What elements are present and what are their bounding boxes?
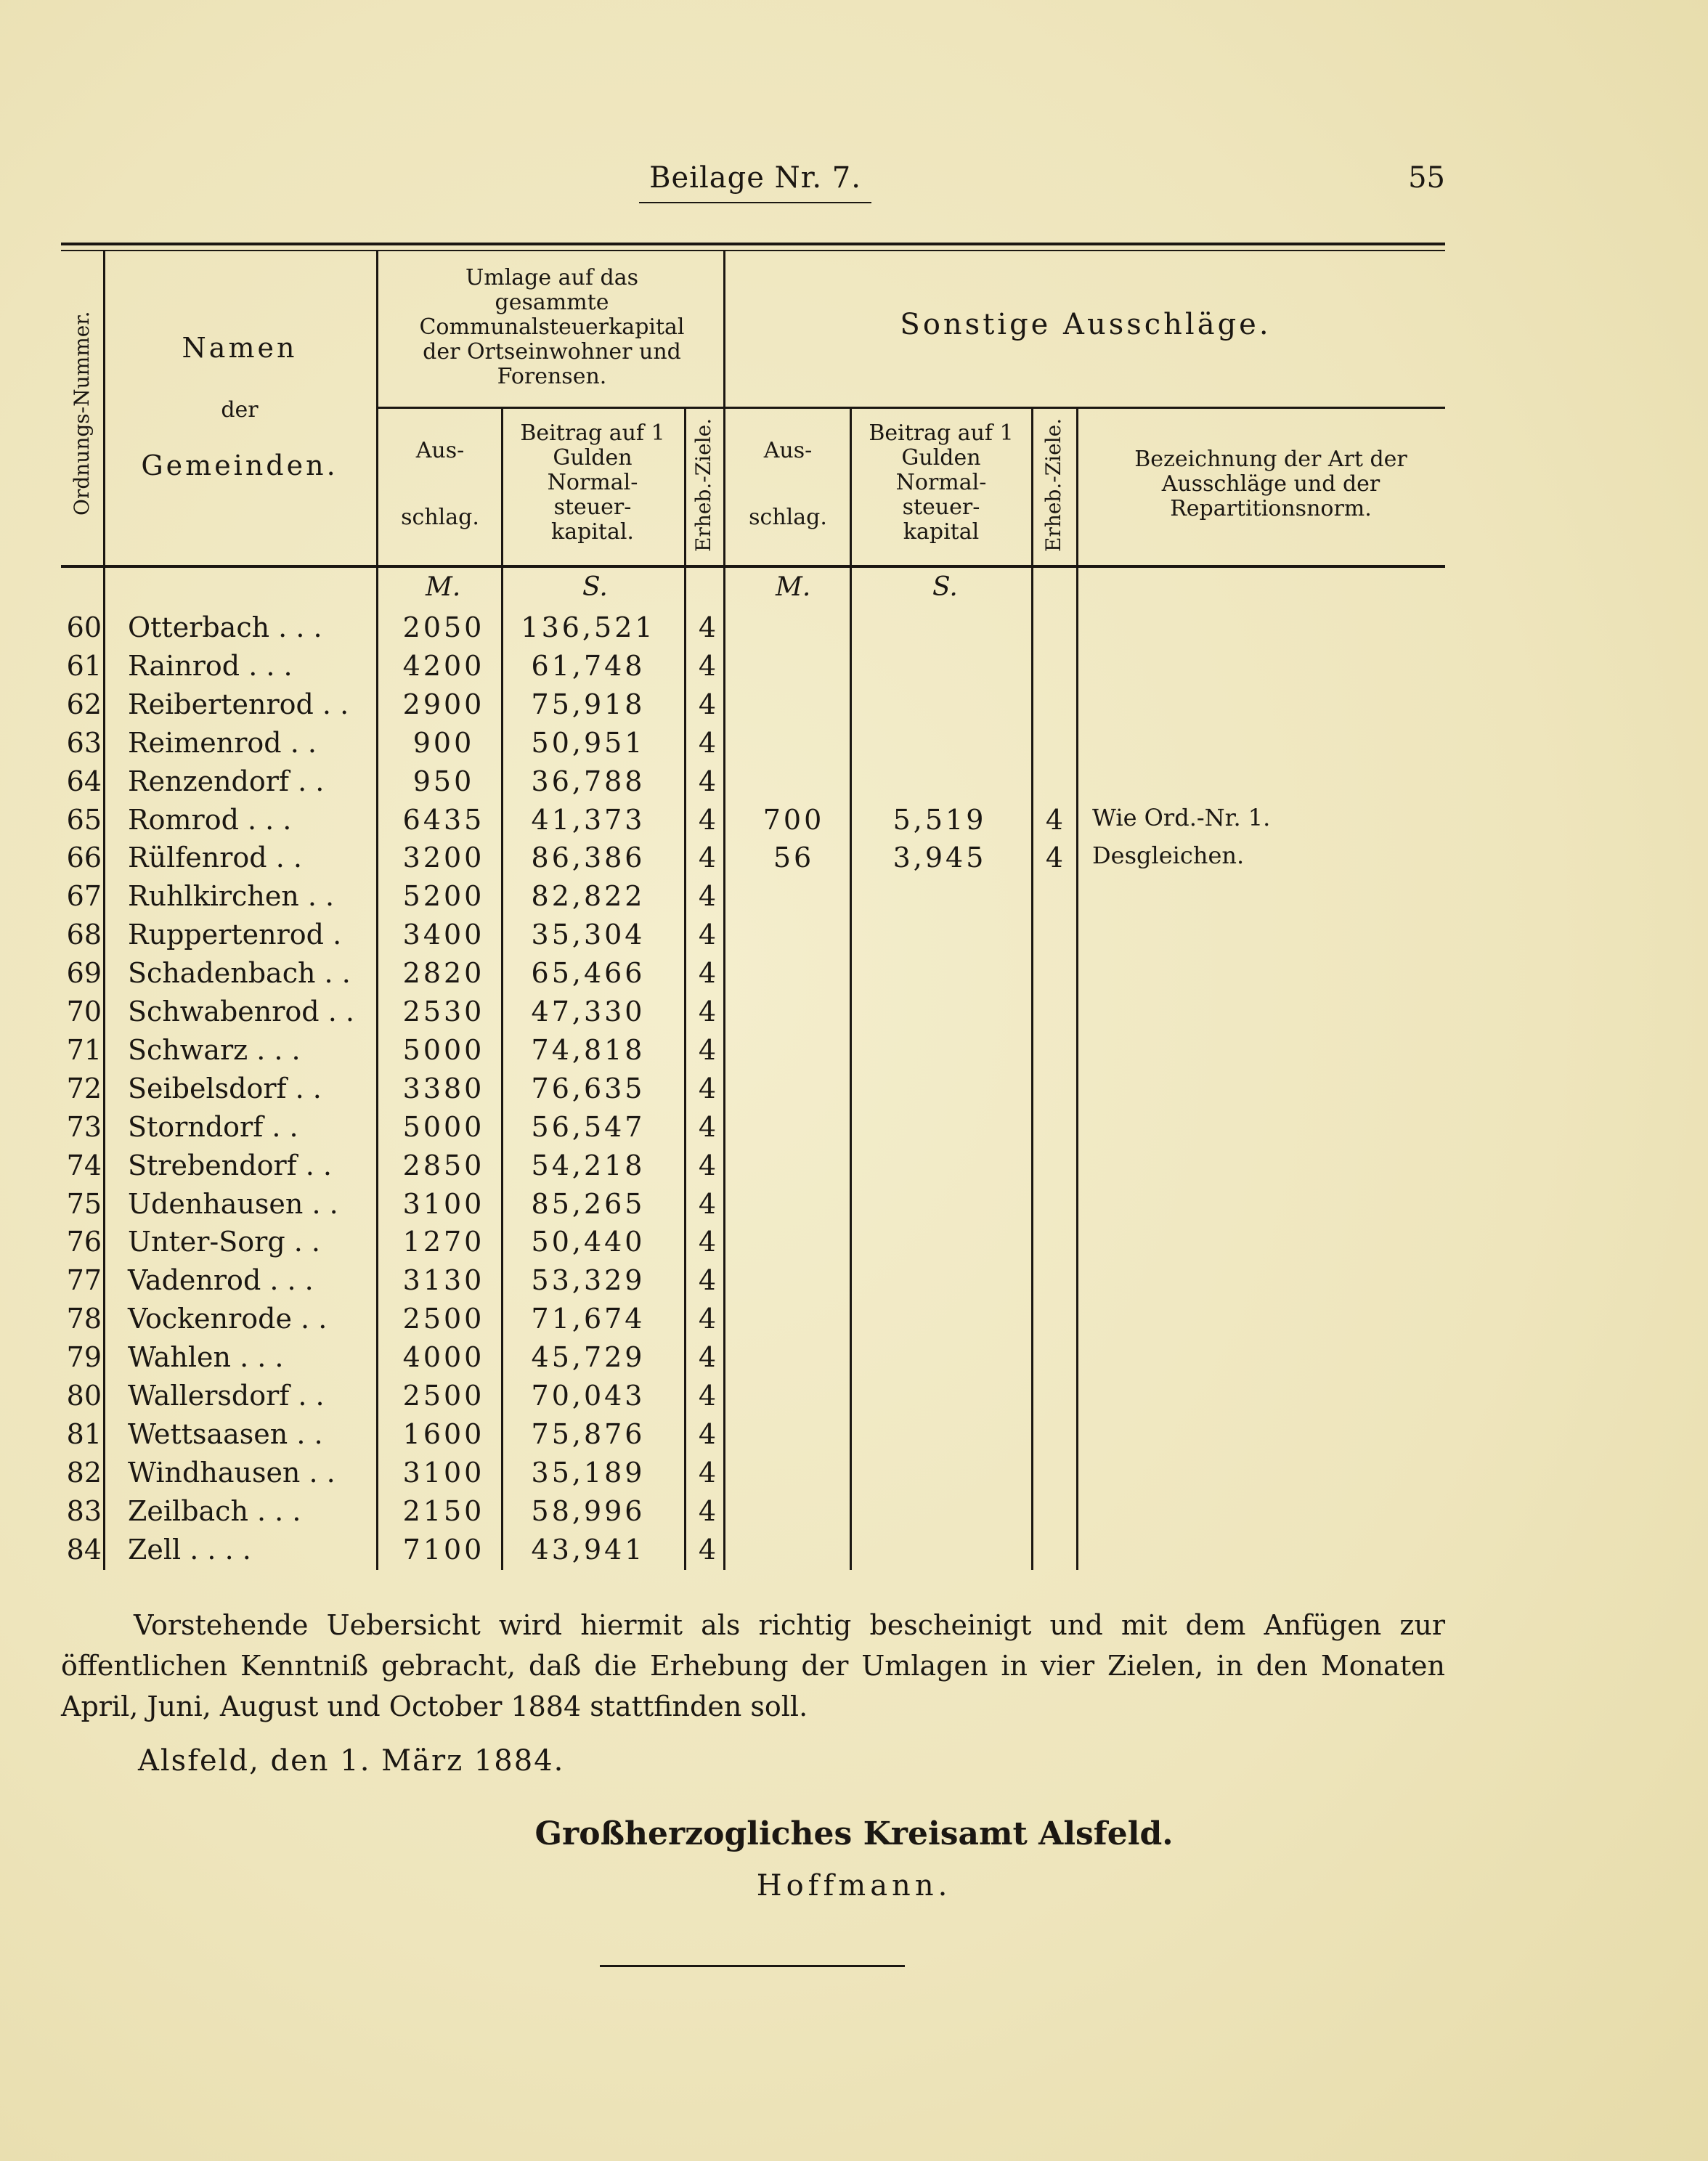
table-row xyxy=(0,1107,1708,1145)
row-number: 77 xyxy=(66,1264,102,1297)
row-number: 78 xyxy=(66,1303,102,1335)
row-number: 62 xyxy=(66,688,102,720)
collection-terms: 4 xyxy=(698,803,717,836)
collection-terms: 4 xyxy=(698,1033,717,1066)
levy-amount: 2900 xyxy=(402,688,485,720)
table-row xyxy=(0,876,1708,914)
table-row xyxy=(0,1184,1708,1222)
levy-amount: 4200 xyxy=(402,649,485,682)
levy-amount: 3400 xyxy=(402,919,485,951)
municipality-name: Wahlen . . . xyxy=(128,1341,284,1374)
municipality-name: Rainrod . . . xyxy=(128,649,293,682)
collection-terms: 4 xyxy=(698,1380,717,1412)
row-number: 69 xyxy=(66,957,102,990)
contribution-per-gulden: 65,466 xyxy=(531,957,646,990)
municipality-name: Ruppertenrod . xyxy=(128,919,342,951)
row-number: 79 xyxy=(66,1341,102,1374)
collection-terms: 4 xyxy=(698,611,717,643)
divider-aus2 xyxy=(850,408,852,566)
header-names-line1: Namen xyxy=(182,332,298,364)
collection-terms: 4 xyxy=(698,765,717,797)
contribution-per-gulden: 75,918 xyxy=(531,688,646,720)
contribution-per-gulden: 50,440 xyxy=(531,1226,646,1258)
levy-amount: 3200 xyxy=(402,842,485,874)
municipality-name: Schwarz . . . xyxy=(128,1033,301,1066)
levy-amount: 2530 xyxy=(402,996,485,1027)
other-levy-amount: 700 xyxy=(762,803,825,836)
levy-amount: 7100 xyxy=(402,1533,485,1566)
municipality-name: Vockenrode . . xyxy=(128,1303,328,1335)
municipality-name: Ruhlkirchen . . xyxy=(128,880,335,913)
levy-amount: 900 xyxy=(412,726,475,759)
row-number: 75 xyxy=(66,1187,102,1220)
collection-terms: 4 xyxy=(698,1072,717,1104)
issuing-authority: Großherzogliches Kreisamt Alsfeld. xyxy=(534,1815,1174,1852)
contribution-per-gulden: 61,748 xyxy=(531,649,646,682)
collection-terms: 4 xyxy=(698,649,717,682)
contribution-per-gulden: 82,822 xyxy=(531,880,646,913)
levy-amount: 2820 xyxy=(402,957,485,990)
levy-amount: 2500 xyxy=(402,1303,485,1335)
row-number: 64 xyxy=(66,765,102,797)
contribution-per-gulden: 70,043 xyxy=(531,1380,646,1412)
levy-amount: 1270 xyxy=(402,1226,485,1258)
header-ziele: Erheb.-Ziele. xyxy=(691,418,715,552)
header-aus2-line1: Aus- xyxy=(763,438,813,463)
contribution-per-gulden: 50,951 xyxy=(531,726,646,759)
table-row xyxy=(0,607,1708,646)
unit-mark: M. xyxy=(426,572,461,602)
row-number: 65 xyxy=(66,803,102,836)
levy-amount: 3100 xyxy=(402,1187,485,1220)
header-beitrag: Beitrag auf 1 Gulden Normal-steuer-kapital. xyxy=(520,420,665,545)
contribution-per-gulden: 53,329 xyxy=(531,1264,646,1297)
levy-amount: 1600 xyxy=(402,1417,485,1450)
contribution-per-gulden: 86,386 xyxy=(531,842,646,874)
levy-amount: 3130 xyxy=(402,1264,485,1297)
collection-terms: 4 xyxy=(698,1417,717,1450)
municipality-name: Zeilbach . . . xyxy=(128,1494,301,1527)
header-sonstige-group: Sonstige Ausschläge. xyxy=(900,308,1272,341)
contribution-per-gulden: 71,674 xyxy=(531,1303,646,1335)
table-row xyxy=(0,837,1708,876)
collection-terms: 4 xyxy=(698,688,717,720)
divider-umlage xyxy=(723,251,725,566)
collection-terms: 4 xyxy=(698,1264,717,1297)
collection-terms: 4 xyxy=(698,1456,717,1489)
row-number: 70 xyxy=(66,996,102,1027)
divider-ziele2 xyxy=(1076,408,1078,566)
collection-terms: 4 xyxy=(698,1494,717,1527)
header-bezeichnung: Bezeichnung der Art der Ausschläge und der Repartitionsnorm. xyxy=(1134,447,1407,521)
municipality-name: Zell . . . . xyxy=(128,1533,251,1566)
table-row xyxy=(0,1030,1708,1068)
collection-terms: 4 xyxy=(698,996,717,1027)
levy-amount: 4000 xyxy=(402,1341,485,1374)
collection-terms: 4 xyxy=(698,1226,717,1258)
other-contribution-per-gulden: 5,519 xyxy=(892,803,987,836)
header-sub-rule xyxy=(378,407,1445,409)
contribution-per-gulden: 85,265 xyxy=(531,1187,646,1220)
table-row xyxy=(0,1145,1708,1184)
divider-beitrag xyxy=(684,408,686,566)
header-names-line3: Gemeinden. xyxy=(141,449,338,481)
divider-nr xyxy=(103,251,105,566)
divider-aus xyxy=(501,408,503,566)
header-bottom-rule xyxy=(61,565,1445,568)
row-number: 82 xyxy=(66,1456,102,1489)
contribution-per-gulden: 136,521 xyxy=(521,611,656,643)
row-number: 66 xyxy=(66,842,102,874)
table-row xyxy=(0,799,1708,838)
other-collection-terms: 4 xyxy=(1045,803,1064,836)
table-top-rule-thin xyxy=(61,250,1445,251)
page-title: Beilage Nr. 7. xyxy=(639,161,871,203)
row-number: 76 xyxy=(66,1226,102,1258)
collection-terms: 4 xyxy=(698,726,717,759)
contribution-per-gulden: 35,304 xyxy=(531,919,646,951)
collection-terms: 4 xyxy=(698,880,717,913)
collection-terms: 4 xyxy=(698,1149,717,1181)
municipality-name: Udenhausen . . xyxy=(128,1187,338,1220)
levy-amount: 3100 xyxy=(402,1456,485,1489)
divider-beitrag2 xyxy=(1031,408,1033,566)
header-aus-line1: Aus- xyxy=(415,438,465,463)
levy-amount: 950 xyxy=(412,765,475,797)
collection-terms: 4 xyxy=(698,1341,717,1374)
place-date: Alsfeld, den 1. März 1884. xyxy=(138,1744,565,1778)
closing-rule xyxy=(600,1965,905,1967)
collection-terms: 4 xyxy=(698,919,717,951)
table-row xyxy=(0,646,1708,684)
contribution-per-gulden: 74,818 xyxy=(531,1033,646,1066)
table-row xyxy=(0,1452,1708,1491)
contribution-per-gulden: 41,373 xyxy=(531,803,646,836)
table-row xyxy=(0,684,1708,723)
levy-amount: 5000 xyxy=(402,1110,485,1143)
row-number: 61 xyxy=(66,649,102,682)
table-row xyxy=(0,761,1708,799)
municipality-name: Rülfenrod . . xyxy=(128,842,302,874)
levy-amount: 5200 xyxy=(402,880,485,913)
table-row xyxy=(0,1221,1708,1260)
unit-pfennig: S. xyxy=(582,572,608,602)
contribution-per-gulden: 56,547 xyxy=(531,1110,646,1143)
municipality-name: Seibelsdorf . . xyxy=(128,1072,322,1104)
levy-amount: 6435 xyxy=(402,803,485,836)
contribution-per-gulden: 45,729 xyxy=(531,1341,646,1374)
collection-terms: 4 xyxy=(698,1303,717,1335)
municipality-name: Unter-Sorg . . xyxy=(128,1226,320,1258)
levy-amount: 5000 xyxy=(402,1033,485,1066)
levy-amount: 2850 xyxy=(402,1149,485,1181)
levy-description: Desgleichen. xyxy=(1092,842,1245,870)
contribution-per-gulden: 75,876 xyxy=(531,1417,646,1450)
row-number: 80 xyxy=(66,1380,102,1412)
row-number: 71 xyxy=(66,1033,102,1066)
header-ziele2: Erheb.-Ziele. xyxy=(1041,418,1065,552)
row-number: 73 xyxy=(66,1110,102,1143)
other-levy-amount: 56 xyxy=(773,842,815,874)
levy-amount: 3380 xyxy=(402,1072,485,1104)
collection-terms: 4 xyxy=(698,1110,717,1143)
municipality-name: Renzendorf . . xyxy=(128,765,325,797)
header-nr: Ordnungs-Nummer. xyxy=(70,311,94,516)
contribution-per-gulden: 43,941 xyxy=(531,1533,646,1566)
table-row xyxy=(0,1298,1708,1337)
table-row xyxy=(0,953,1708,991)
table-row xyxy=(0,1375,1708,1414)
header-aus-line2: schlag. xyxy=(401,505,479,530)
table-top-rule xyxy=(61,243,1445,245)
municipality-name: Reibertenrod . . xyxy=(128,688,349,720)
municipality-name: Schadenbach . . xyxy=(128,957,351,990)
table-row xyxy=(0,1337,1708,1375)
row-number: 83 xyxy=(66,1494,102,1527)
collection-terms: 4 xyxy=(698,842,717,874)
municipality-name: Romrod . . . xyxy=(128,803,292,836)
levy-amount: 2150 xyxy=(402,1494,485,1527)
table-row xyxy=(0,1491,1708,1529)
page-number: 55 xyxy=(1408,161,1445,195)
municipality-name: Strebendorf . . xyxy=(128,1149,332,1181)
row-number: 81 xyxy=(66,1417,102,1450)
municipality-name: Storndorf . . xyxy=(128,1110,298,1143)
header-umlage-group: Umlage auf das gesammte Communalsteuerkapital der Ortseinwohner und Forensen. xyxy=(419,265,685,389)
table-row xyxy=(0,1529,1708,1568)
municipality-name: Windhausen . . xyxy=(128,1456,336,1489)
municipality-name: Wettsaasen . . xyxy=(128,1417,323,1450)
header-names-line2: der xyxy=(221,397,259,423)
contribution-per-gulden: 76,635 xyxy=(531,1072,646,1104)
signatory: Hoffmann. xyxy=(756,1869,952,1902)
levy-description: Wie Ord.-Nr. 1. xyxy=(1092,803,1271,831)
divider-names xyxy=(376,251,378,566)
contribution-per-gulden: 47,330 xyxy=(531,996,646,1027)
unit-mark-2: M. xyxy=(776,572,811,602)
row-number: 74 xyxy=(66,1149,102,1181)
row-number: 60 xyxy=(66,611,102,643)
table-row xyxy=(0,1414,1708,1452)
other-collection-terms: 4 xyxy=(1045,842,1064,874)
municipality-name: Vadenrod . . . xyxy=(128,1264,314,1297)
table-row xyxy=(0,1068,1708,1107)
levy-amount: 2050 xyxy=(402,611,485,643)
municipality-name: Schwabenrod . . xyxy=(128,996,354,1027)
collection-terms: 4 xyxy=(698,957,717,990)
collection-terms: 4 xyxy=(698,1533,717,1566)
contribution-per-gulden: 36,788 xyxy=(531,765,646,797)
table-row xyxy=(0,991,1708,1030)
contribution-per-gulden: 35,189 xyxy=(531,1456,646,1489)
municipality-name: Reimenrod . . xyxy=(128,726,317,759)
header-beitrag2: Beitrag auf 1 Gulden Normal-steuer-kapital xyxy=(869,420,1014,545)
other-contribution-per-gulden: 3,945 xyxy=(892,842,987,874)
row-number: 68 xyxy=(66,919,102,951)
contribution-per-gulden: 58,996 xyxy=(531,1494,646,1527)
levy-amount: 2500 xyxy=(402,1380,485,1412)
table-row xyxy=(0,1260,1708,1298)
row-number: 72 xyxy=(66,1072,102,1104)
row-number: 63 xyxy=(66,726,102,759)
contribution-per-gulden: 54,218 xyxy=(531,1149,646,1181)
table-row xyxy=(0,914,1708,953)
certification-note: Vorstehende Uebersicht wird hiermit als richtig bescheinigt und mit dem Anfügen zur öffentlichen Kenntniß gebracht, daß die Erhebung der Umlagen in vier Zielen, in den Monaten April, Juni, August und October 1884 stattfinden soll. xyxy=(61,1609,1445,1722)
municipality-name: Otterbach . . . xyxy=(128,611,322,643)
row-number: 67 xyxy=(66,880,102,913)
table-row xyxy=(0,723,1708,761)
collection-terms: 4 xyxy=(698,1187,717,1220)
municipality-name: Wallersdorf . . xyxy=(128,1380,325,1412)
row-number: 84 xyxy=(66,1533,102,1566)
unit-pfennig-2: S. xyxy=(932,572,958,602)
header-aus2-line2: schlag. xyxy=(749,505,827,530)
